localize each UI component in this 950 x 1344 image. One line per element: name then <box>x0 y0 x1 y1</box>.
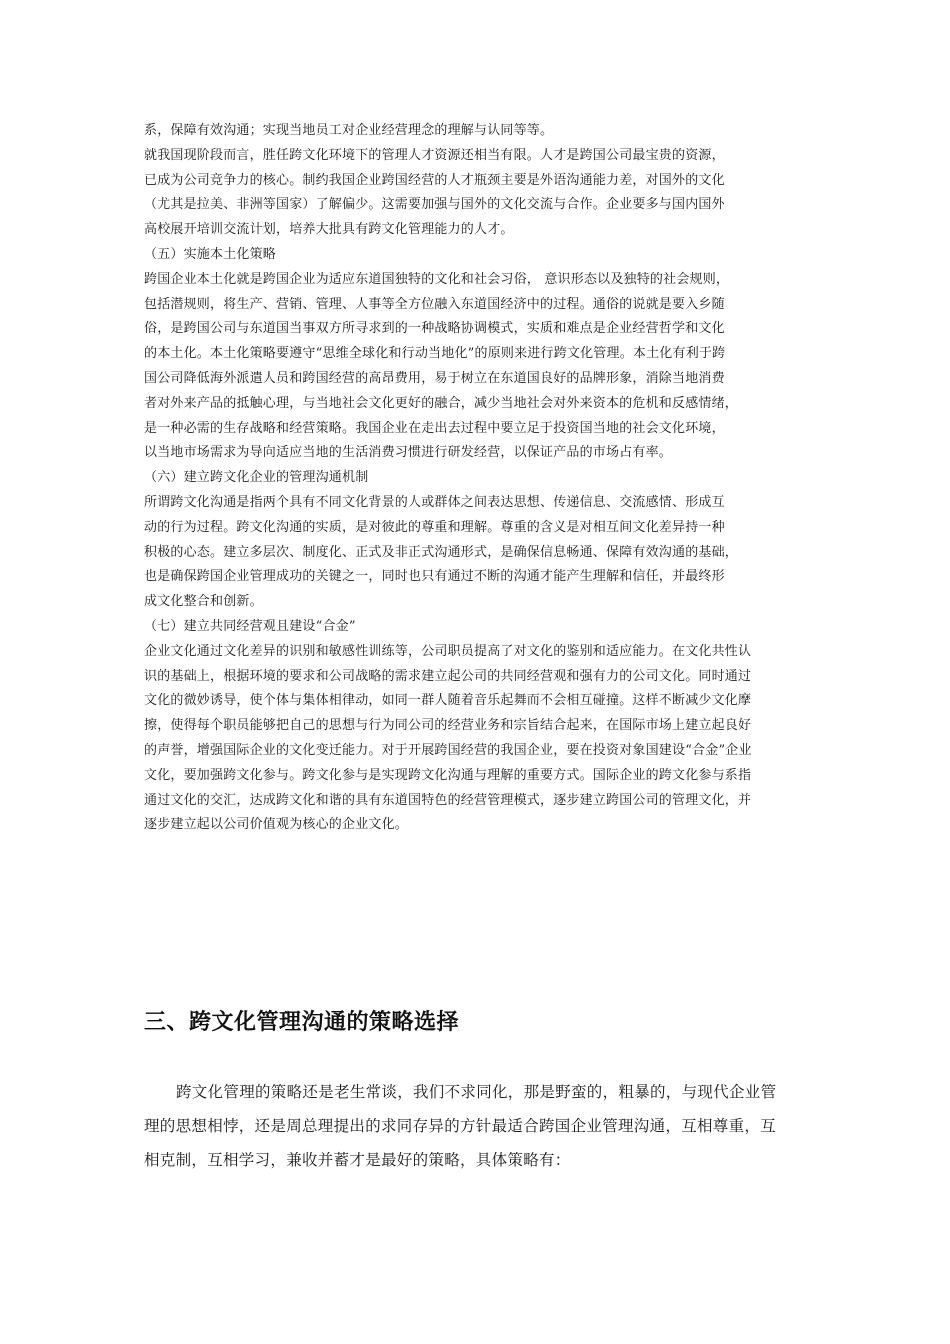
text-line: 高校展开培训交流计划，培养大批具有跨文化管理能力的人才。 <box>144 222 514 238</box>
text-line: 逐步建立起以公司价值观为核心的企业文化。 <box>144 817 409 833</box>
text-line: 已成为公司竞争力的核心。制约我国企业跨国经营的人才瓶颈主要是外语沟通能力差，对国外的文化 <box>144 172 725 188</box>
body-text-block <box>144 119 812 838</box>
text-line: 文化，要加强跨文化参与。跨文化参与是实现跨文化沟通与理解的重要方式。国际企业的跨文化参与系指 <box>144 767 752 783</box>
subsection-title-7: （七）建立共同经营观且建设“合金” <box>144 618 356 634</box>
text-line: 动的行为过程。跨文化沟通的实质，是对彼此的尊重和理解。尊重的含义是对相互间文化差异持一种 <box>144 519 725 535</box>
text-line: 以当地市场需求为导向适应当地的生活消费习惯进行研发经营，以保证产品的市场占有率。 <box>144 445 673 461</box>
paragraph-line: 理的思想相悖，还是周总理提出的求同存异的方针最适合跨国企业管理沟通，互相尊重，互 <box>144 1117 777 1135</box>
text-line: 积极的心态。建立多层次、制度化、正式及非正式沟通形式，是确保信息畅通、保障有效沟通的基础， <box>144 544 739 560</box>
text-line: 识的基础上，根据环境的要求和公司战略的需求建立起公司的共同经营观和强有力的公司文化。同时通过 <box>144 668 752 684</box>
text-line: 的本土化。本土化策略要遵守“思维全球化和行动当地化”的原则来进行跨文化管理。本土化有利于跨 <box>144 346 726 362</box>
text-line: 所谓跨文化沟通是指两个具有不同文化背景的人或群体之间表达思想、传递信息、交流感情、形成互 <box>144 494 725 510</box>
text-line: 跨国企业本土化就是跨国企业为适应东道国独特的文化和社会习俗， 意识形态以及独特的社会规则， <box>144 271 730 287</box>
text-line: 擦，使得每个职员能够把自己的思想与行为同公司的经营业务和宗旨结合起来，在国际市场上建立起良好 <box>144 718 752 734</box>
subsection-title-5: （五）实施本土化策略 <box>144 246 277 262</box>
text-line: 包括潜规则，将生产、营销、管理、人事等全方位融入东道国经济中的过程。通俗的说就是要入乡随 <box>144 296 725 312</box>
text-line: 就我国现阶段而言，胜任跨文化环境下的管理人才资源还相当有限。人才是跨国公司最宝贵的资源， <box>144 147 725 163</box>
text-line: 通过文化的交汇，达成跨文化和谐的具有东道国特色的经营管理模式，逐步建立跨国公司的管理文化，并 <box>144 792 752 808</box>
text-line: 也是确保跨国企业管理成功的关键之一，同时也只有通过不断的沟通才能产生理解和信任，并最终形 <box>144 569 725 585</box>
text-line: 者对外来产品的抵触心理，与当地社会文化更好的融合，减少当地社会对外来资本的危机和反感情绪， <box>144 395 739 411</box>
text-line: 是一种必需的生存战略和经营策略。我国企业在走出去过程中要立足于投资国当地的社会文化环境， <box>144 420 725 436</box>
subsection-title-6: （六）建立跨文化企业的管理沟通机制 <box>144 470 369 486</box>
text-line: 俗，是跨国公司与东道国当事双方所寻求到的一种战略协调模式，实质和难点是企业经营哲学和文化 <box>144 321 725 337</box>
section-heading: 三、跨文化管理沟通的策略选择 <box>144 1010 460 1035</box>
section-paragraph <box>144 1075 812 1177</box>
text-line: 文化的微妙诱导，使个体与集体相律动，如同一群人随着音乐起舞而不会相互碰撞。这样不断减少文化摩 <box>144 693 752 709</box>
text-line: 的声誉，增强国际企业的文化变迁能力。对于开展跨国经营的我国企业，要在投资对象国建设“合金”企业 <box>144 742 752 758</box>
text-line: 企业文化通过文化差异的识别和敏感性训练等，公司职员提高了对文化的鉴别和适应能力。在文化共性认 <box>144 643 752 659</box>
text-line: 国公司降低海外派遣人员和跨国经营的高昂费用，易于树立在东道国良好的品牌形象，消除当地消费 <box>144 370 725 386</box>
paragraph-line: 跨文化管理的策略还是老生常谈，我们不求同化，那是野蛮的，粗暴的，与现代企业管 <box>176 1083 777 1101</box>
text-line: （尤其是拉美、非洲等国家）了解偏少。这需要加强与国外的文化交流与合作。企业要多与国内国外 <box>144 197 725 213</box>
paragraph-line: 相克制，互相学习，兼收并蓄才是最好的策略，具体策略有： <box>144 1151 571 1169</box>
text-line: 系，保障有效沟通；实现当地员工对企业经营理念的理解与认同等等。 <box>144 123 554 138</box>
text-line: 成文化整合和创新。 <box>144 594 263 610</box>
